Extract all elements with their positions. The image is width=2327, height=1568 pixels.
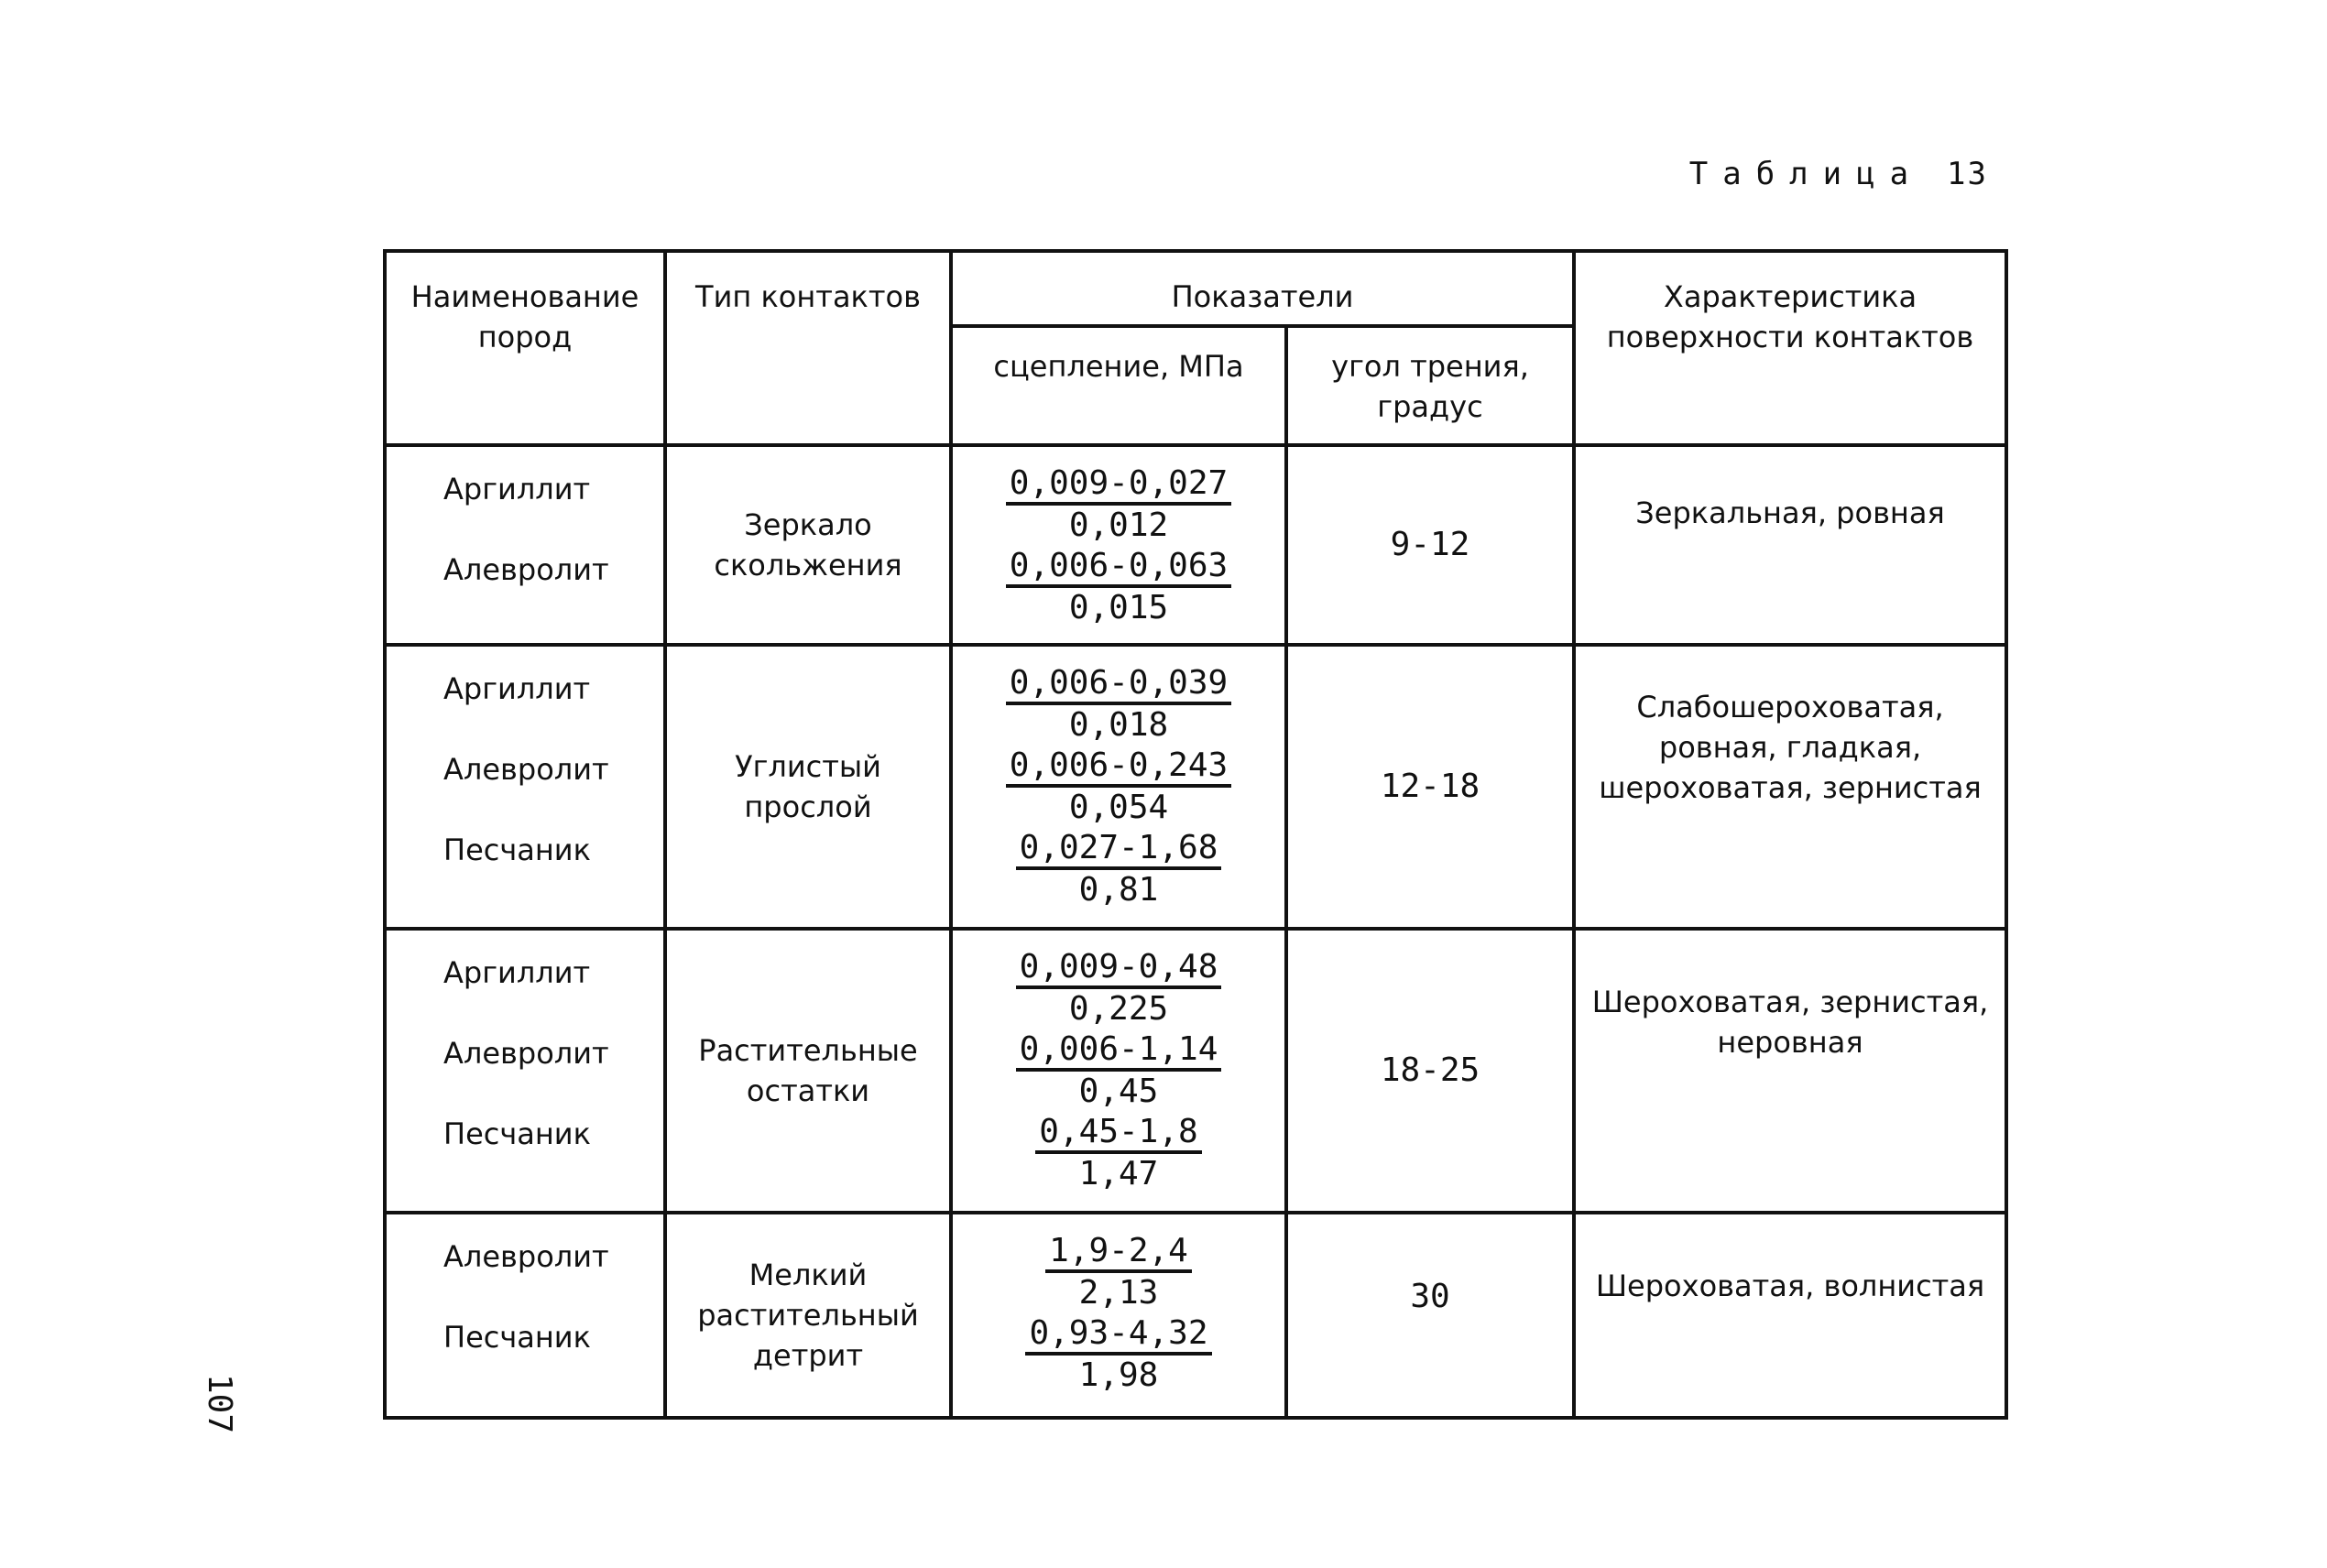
surface-cell: Шероховатая, зернистая, неровная bbox=[1574, 929, 2006, 1213]
rock-names-cell bbox=[385, 929, 665, 1213]
cohesion-value bbox=[953, 1029, 1284, 1112]
contact-type-cell: Зеркало скольжения bbox=[665, 445, 951, 645]
page-number: 107 bbox=[201, 1374, 238, 1434]
cohesion-mean: 0,054 bbox=[1068, 789, 1169, 826]
cohesion-cell bbox=[951, 645, 1286, 929]
table-caption-word: Таблица bbox=[1688, 156, 1924, 192]
cohesion-mean: 1,98 bbox=[1078, 1356, 1159, 1394]
rock-names-cell bbox=[385, 645, 665, 929]
cohesion-range: 0,006-0,063 bbox=[1006, 548, 1231, 588]
cohesion-value bbox=[953, 1112, 1284, 1194]
cohesion-value bbox=[953, 746, 1284, 828]
cohesion-mean: 0,225 bbox=[1068, 990, 1169, 1028]
header-row bbox=[385, 251, 2006, 326]
rock-name: Алевролит bbox=[443, 1239, 609, 1274]
cohesion-range: 0,027-1,68 bbox=[1016, 830, 1222, 870]
rock-names-cell bbox=[385, 445, 665, 645]
header-indicators: Показатели bbox=[951, 251, 1574, 326]
cohesion-range: 0,009-0,48 bbox=[1016, 949, 1222, 989]
cohesion-range: 0,93-4,32 bbox=[1025, 1315, 1211, 1356]
rock-contacts-table bbox=[383, 249, 2008, 1420]
cohesion-range: 0,006-1,14 bbox=[1016, 1031, 1222, 1072]
friction-angle-cell: 9-12 bbox=[1286, 445, 1574, 645]
cohesion-value bbox=[953, 1231, 1284, 1313]
rock-name: Алевролит bbox=[443, 752, 609, 787]
cohesion-mean: 1,47 bbox=[1078, 1155, 1159, 1192]
cohesion-value bbox=[953, 663, 1284, 746]
cohesion-range: 1,9-2,4 bbox=[1045, 1233, 1192, 1273]
cohesion-mean: 0,45 bbox=[1078, 1073, 1159, 1110]
header-contact-type: Тип контактов bbox=[665, 251, 951, 445]
friction-angle-cell: 12-18 bbox=[1286, 645, 1574, 929]
header-cohesion: сцепление, МПа bbox=[951, 326, 1286, 445]
cohesion-cell bbox=[951, 445, 1286, 645]
cohesion-range: 0,009-0,027 bbox=[1006, 465, 1231, 506]
cohesion-cell bbox=[951, 929, 1286, 1213]
contact-type-cell: Углистый прослой bbox=[665, 645, 951, 929]
rock-name: Алевролит bbox=[443, 1036, 609, 1071]
surface-cell: Шероховатая, волнистая bbox=[1574, 1213, 2006, 1418]
table-row bbox=[385, 1213, 2006, 1418]
rock-name: Песчаник bbox=[443, 833, 591, 867]
rock-name: Песчаник bbox=[443, 1320, 591, 1355]
contact-type-cell: Мелкий растительный детрит bbox=[665, 1213, 951, 1418]
cohesion-value bbox=[953, 463, 1284, 546]
header-surface: Характеристика поверхности контактов bbox=[1574, 251, 2006, 445]
cohesion-value bbox=[953, 828, 1284, 910]
cohesion-value bbox=[953, 1313, 1284, 1396]
cohesion-mean: 2,13 bbox=[1078, 1274, 1159, 1312]
rock-names-cell bbox=[385, 1213, 665, 1418]
rock-name: Аргиллит bbox=[443, 671, 591, 706]
surface-cell: Слабошероховатая, ровная, гладкая, шероховатая, зернистая bbox=[1574, 645, 2006, 929]
cohesion-mean: 0,018 bbox=[1068, 706, 1169, 744]
header-friction-angle: угол трения, градус bbox=[1286, 326, 1574, 445]
cohesion-mean: 0,81 bbox=[1078, 871, 1159, 909]
table-caption bbox=[1689, 156, 1988, 192]
table-row bbox=[385, 445, 2006, 645]
rock-name: Аргиллит bbox=[443, 472, 591, 506]
friction-angle-cell: 30 bbox=[1286, 1213, 1574, 1418]
cohesion-range: 0,006-0,243 bbox=[1006, 747, 1231, 788]
header-rock-name: Наименование пород bbox=[385, 251, 665, 445]
friction-angle-cell: 18-25 bbox=[1286, 929, 1574, 1213]
surface-cell: Зеркальная, ровная bbox=[1574, 445, 2006, 645]
rock-name: Аргиллит bbox=[443, 955, 591, 990]
cohesion-value bbox=[953, 546, 1284, 628]
cohesion-range: 0,006-0,039 bbox=[1006, 665, 1231, 705]
rock-name: Песчаник bbox=[443, 1116, 591, 1151]
table-row bbox=[385, 929, 2006, 1213]
cohesion-mean: 0,015 bbox=[1068, 589, 1169, 626]
cohesion-value bbox=[953, 947, 1284, 1029]
cohesion-mean: 0,012 bbox=[1068, 506, 1169, 544]
table-row bbox=[385, 645, 2006, 929]
table-caption-number: 13 bbox=[1947, 156, 1988, 192]
cohesion-range: 0,45-1,8 bbox=[1035, 1114, 1201, 1154]
rock-name: Алевролит bbox=[443, 552, 609, 587]
contact-type-cell: Растительные остатки bbox=[665, 929, 951, 1213]
cohesion-cell bbox=[951, 1213, 1286, 1418]
